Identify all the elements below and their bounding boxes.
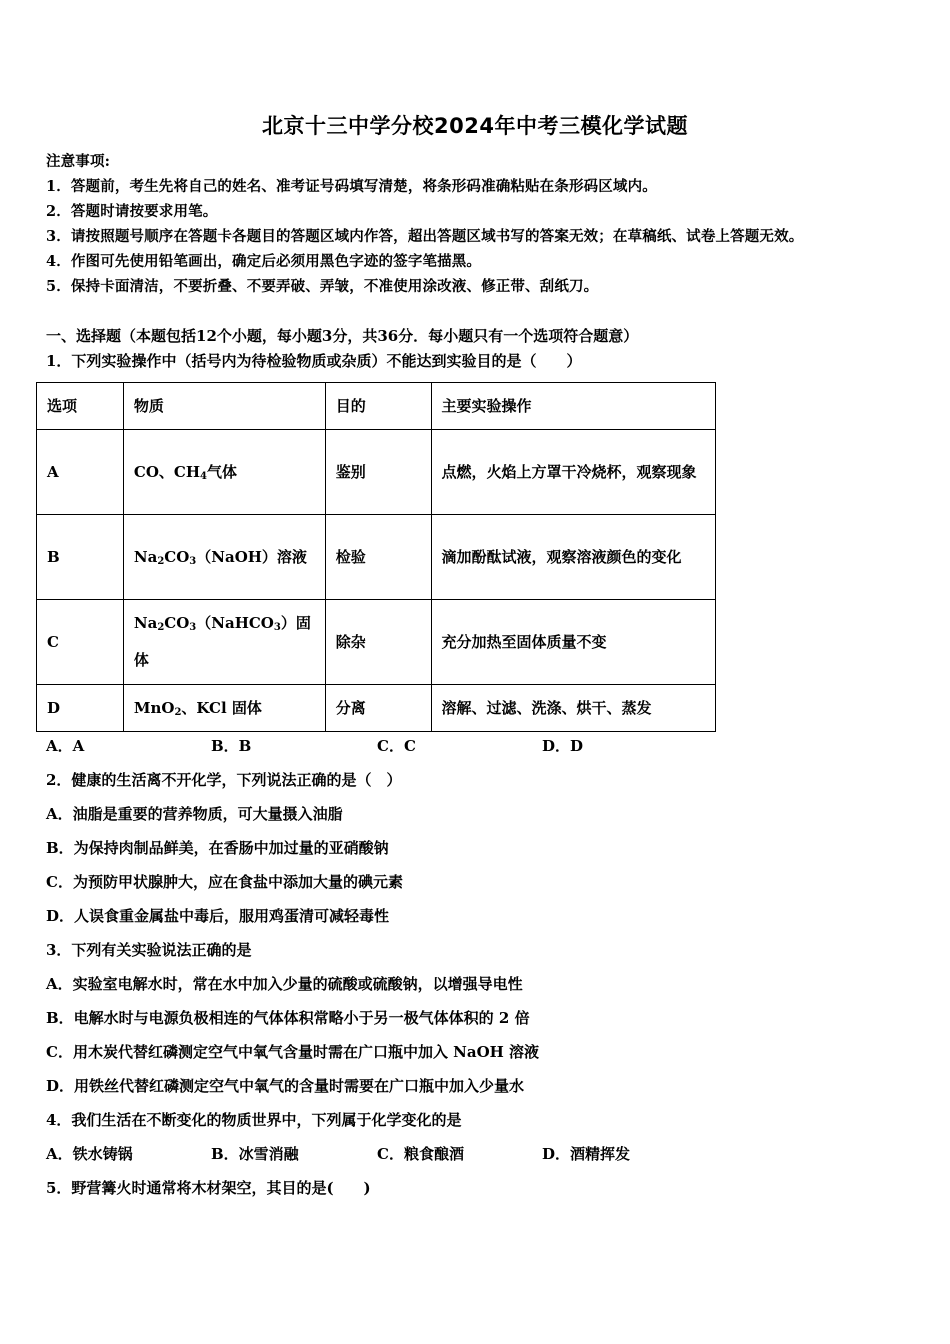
notice-item: 1．答题前，考生先将自己的姓名、准考证号码填写清楚，将条形码准确粘贴在条形码区域内。	[46, 178, 657, 195]
choice-c[interactable]: C．为预防甲状腺肿大，应在食盐中添加大量的碘元素	[46, 873, 403, 891]
row-substance: $Na_2CO_3(NaOH)$溶液	[123, 515, 325, 600]
choice-a[interactable]: A．油脂是重要的营养物质，可大量摄入油脂	[46, 805, 343, 823]
row-operation: 充分加热至固体质量不变	[431, 600, 715, 685]
notice-item: 4．作图可先使用铅笔画出，确定后必须用黑色字迹的签字笔描黑。	[46, 253, 482, 270]
table-row	[37, 515, 716, 600]
choice-b[interactable]: B．电解水时与电源负极相连的气体体积常略小于另一极气体体积的 2 倍	[46, 1009, 530, 1027]
notice-heading: 注意事项:	[46, 153, 111, 170]
choice-b[interactable]: B．B	[211, 737, 252, 755]
table-header-row	[37, 383, 716, 430]
question-3-stem: 3．下列有关实验说法正确的是	[46, 941, 252, 959]
choice-d[interactable]: D．酒精挥发	[542, 1145, 631, 1163]
row-option: D	[37, 685, 124, 732]
row-goal: 鉴别	[325, 430, 431, 515]
row-substance: CO、$CH_4$气体	[123, 430, 325, 515]
header-goal: 目的	[325, 383, 431, 430]
question-1-stem: 1．下列实验操作中（括号内为待检验物质或杂质）不能达到实验目的是（ ）	[46, 352, 582, 370]
notice-item: 2．答题时请按要求用笔。	[46, 203, 218, 220]
choice-c[interactable]: C．C	[377, 737, 416, 755]
row-operation: 滴加酚酞试液，观察溶液颜色的变化	[431, 515, 715, 600]
choice-a[interactable]: A．A	[46, 737, 85, 755]
row-goal: 除杂	[325, 600, 431, 685]
choice-a[interactable]: A．实验室电解水时，常在水中加入少量的硫酸或硫酸钠，以增强导电性	[46, 975, 523, 993]
choice-a[interactable]: A．铁水铸锅	[46, 1145, 133, 1163]
row-operation: 点燃，火焰上方罩干冷烧杯，观察现象	[431, 430, 715, 515]
choice-d[interactable]: D．用铁丝代替红磷测定空气中氧气的含量时需要在广口瓶中加入少量水	[46, 1077, 525, 1095]
page-title: 北京十三中学分校2024年中考三模化学试题	[262, 114, 688, 138]
table-row	[37, 685, 716, 732]
choice-d[interactable]: D．D	[542, 737, 584, 755]
row-option: A	[37, 430, 124, 515]
header-operation: 主要实验操作	[431, 383, 715, 430]
row-goal: 检验	[325, 515, 431, 600]
header-option: 选项	[37, 383, 124, 430]
row-option: C	[37, 600, 124, 685]
table-row	[37, 430, 716, 515]
notice-item: 3．请按照题号顺序在答题卡各题目的答题区域内作答，超出答题区域书写的答案无效；在草稿纸、试卷上答题无效。	[46, 228, 804, 245]
question-2-stem: 2．健康的生活离不开化学，下列说法正确的是（ ）	[46, 771, 402, 789]
row-substance: $Na_2CO_3(NaHCO_3)$固体	[123, 600, 325, 685]
choice-c[interactable]: C．粮食酿酒	[377, 1145, 464, 1163]
header-substance: 物质	[123, 383, 325, 430]
row-substance: MnO$_2$、KCl 固体	[123, 685, 325, 732]
question-5-stem: 5．野营篝火时通常将木材架空，其目的是( )	[46, 1179, 371, 1197]
row-goal: 分离	[325, 685, 431, 732]
row-operation: 溶解、过滤、洗涤、烘干、蒸发	[431, 685, 715, 732]
choice-c[interactable]: C．用木炭代替红磷测定空气中氧气含量时需在广口瓶中加入 NaOH 溶液	[46, 1043, 540, 1061]
choice-b[interactable]: B．为保持肉制品鲜美，在香肠中加过量的亚硝酸钠	[46, 839, 389, 857]
question-1-table	[36, 382, 716, 732]
notice-item: 5．保持卡面清洁，不要折叠、不要弄破、弄皱，不准使用涂改液、修正带、刮纸刀。	[46, 278, 599, 295]
question-4-choices	[46, 1144, 630, 1164]
section-heading: 一、选择题（本题包括12个小题，每小题3分，共36分．每小题只有一个选项符合题意）	[46, 327, 639, 345]
table-row	[37, 600, 716, 685]
choice-d[interactable]: D．人误食重金属盐中毒后，服用鸡蛋清可减轻毒性	[46, 907, 390, 925]
question-4-stem: 4．我们生活在不断变化的物质世界中，下列属于化学变化的是	[46, 1111, 462, 1129]
choice-b[interactable]: B．冰雪消融	[211, 1145, 299, 1163]
row-option: B	[37, 515, 124, 600]
question-1-choices	[46, 736, 583, 756]
